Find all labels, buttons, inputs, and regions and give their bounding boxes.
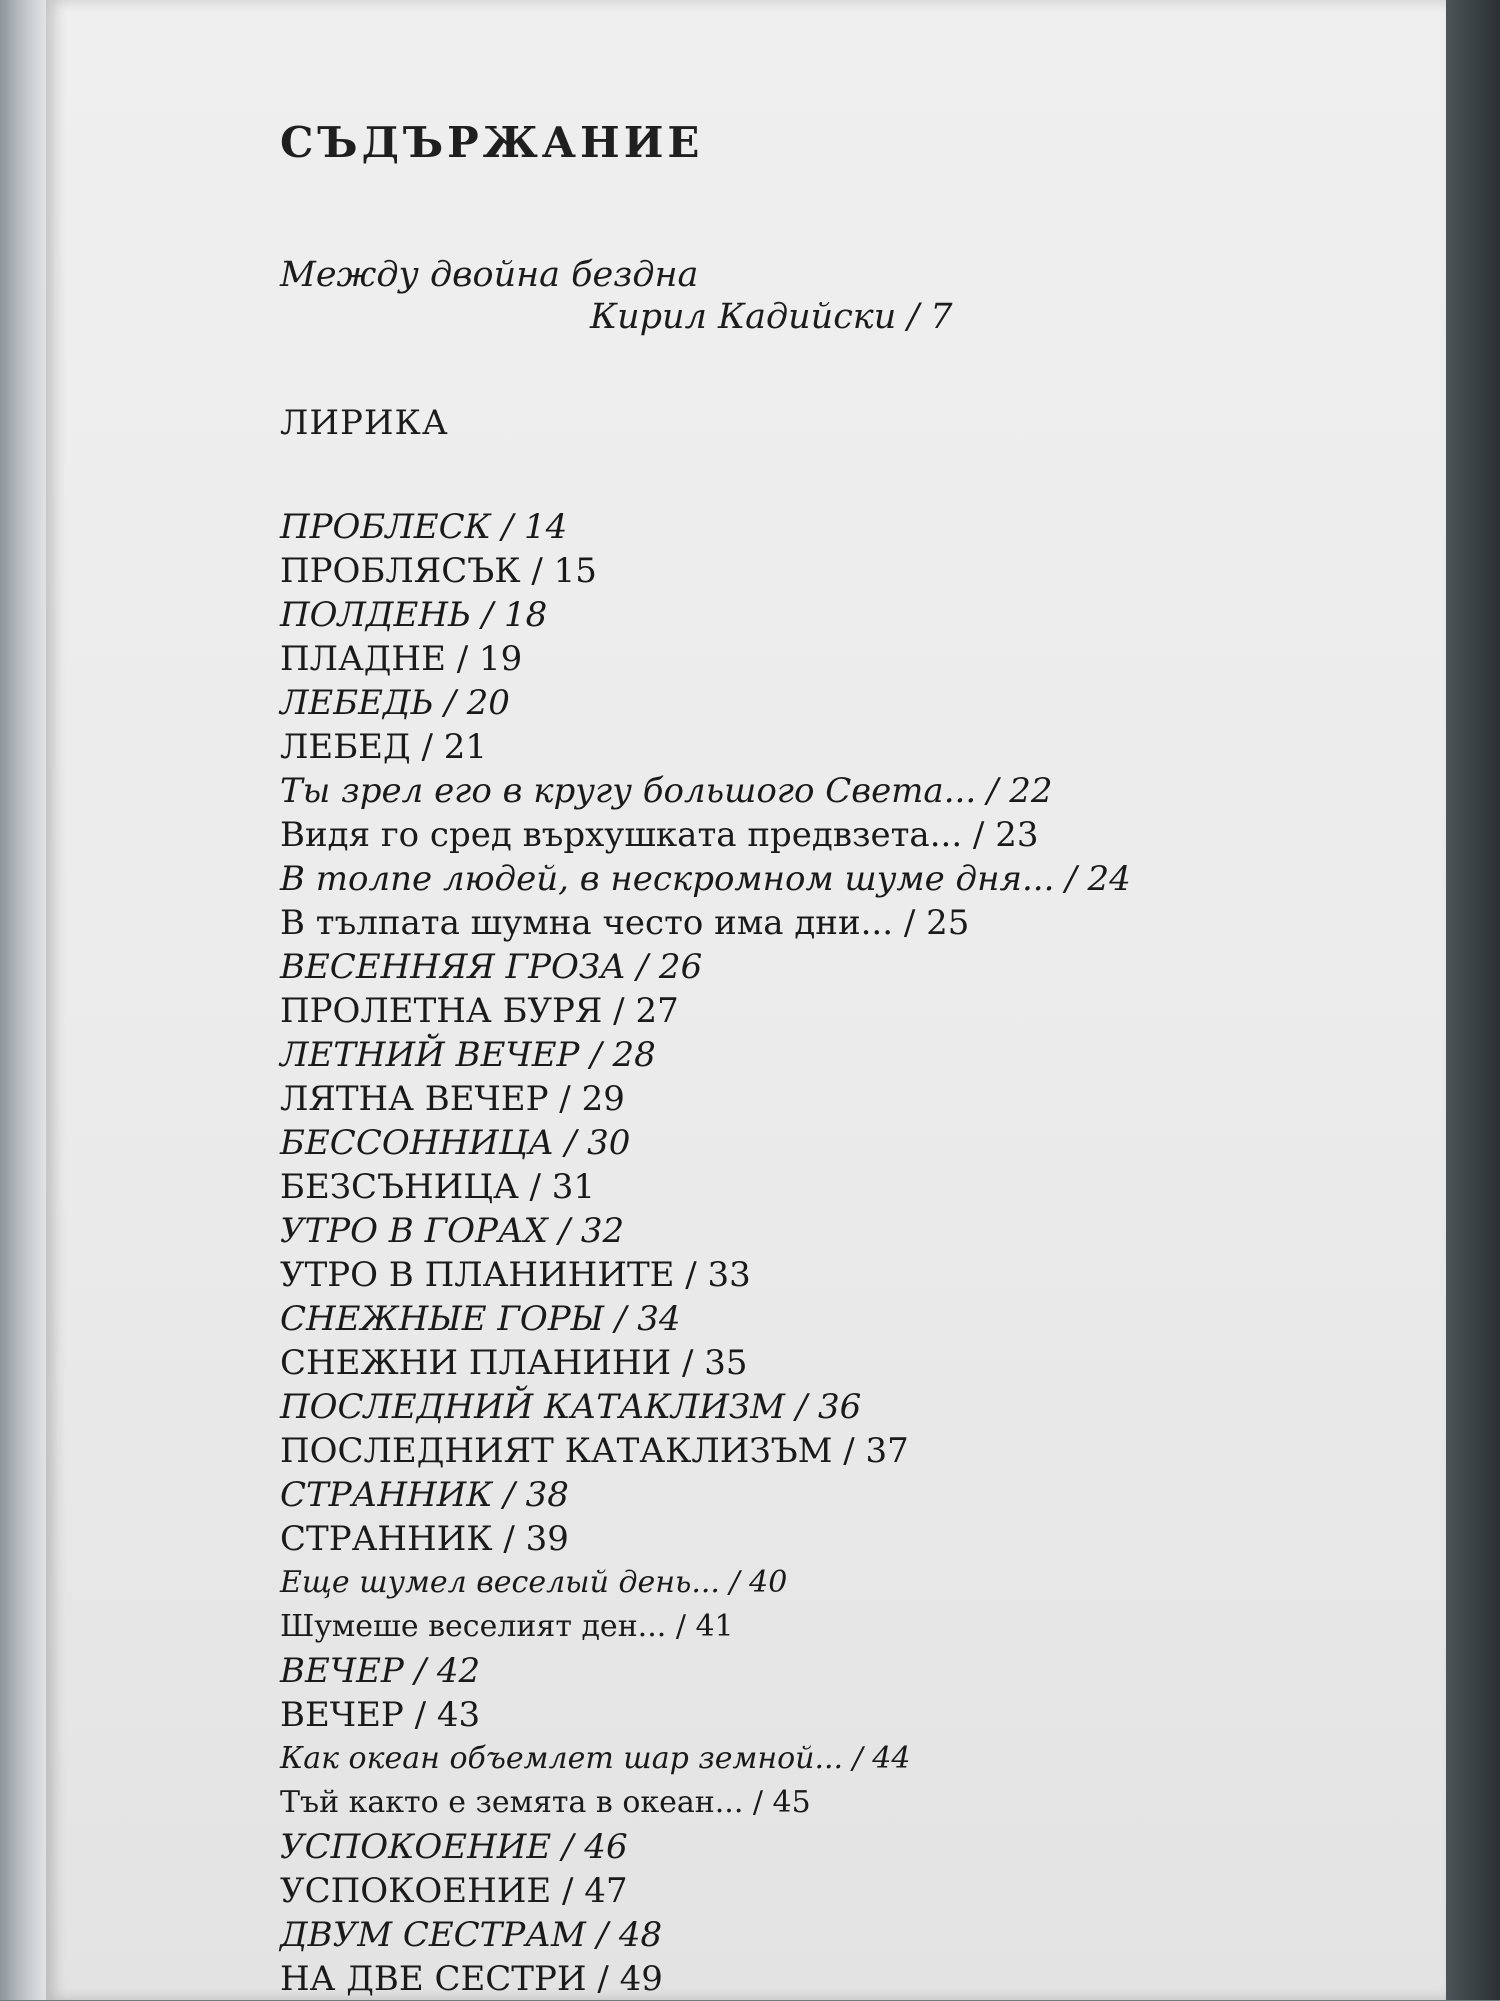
toc-entry: В толпе людей, в нескромном шуме дня... / 24 bbox=[280, 859, 1131, 899]
background-strip bbox=[1446, 0, 1500, 2000]
toc-entry: ЛЕБЕДЬ / 20 bbox=[280, 683, 510, 723]
section-heading: ЛИРИКА bbox=[280, 403, 449, 443]
toc-entry: ВЕЧЕР / 43 bbox=[280, 1695, 481, 1735]
toc-entry: ВЕЧЕР / 42 bbox=[280, 1651, 481, 1691]
toc-entry: Как океан объемлет шар земной... / 44 bbox=[280, 1741, 911, 1776]
table-of-contents bbox=[280, 118, 1280, 2001]
toc-entry: ПРОБЛЕСК / 14 bbox=[280, 507, 568, 547]
toc-entry: ДВУМ СЕСТРАМ / 48 bbox=[280, 1915, 663, 1955]
preface-entry bbox=[280, 255, 1280, 337]
preface-author: Кирил Кадийски / 7 bbox=[590, 297, 953, 337]
toc-entry: Видя го сред върхушката предвзета... / 23 bbox=[280, 815, 1039, 855]
toc-entry: СНЕЖНЫЕ ГОРЫ / 34 bbox=[280, 1299, 681, 1339]
toc-entry: ПРОБЛЯСЪК / 15 bbox=[280, 551, 597, 591]
toc-entry: УТРО В ГОРАХ / 32 bbox=[280, 1211, 625, 1251]
entry-list bbox=[280, 505, 1280, 2001]
toc-entry: ПОЛДЕНЬ / 18 bbox=[280, 595, 548, 635]
toc-entry: ПЛАДНЕ / 19 bbox=[280, 639, 523, 679]
toc-entry: Тъй както е земята в океан... / 45 bbox=[280, 1785, 811, 1820]
page-edge bbox=[0, 0, 48, 2000]
toc-entry: БЕССОННИЦА / 30 bbox=[280, 1123, 631, 1163]
toc-entry: Еще шумел веселый день... / 40 bbox=[280, 1565, 788, 1600]
toc-entry: ЛЕБЕД / 21 bbox=[280, 727, 487, 767]
toc-entry: ПРОЛЕТНА БУРЯ / 27 bbox=[280, 991, 679, 1031]
toc-entry: УСПОКОЕНИЕ / 47 bbox=[280, 1871, 628, 1911]
toc-entry: Ты зрел его в кругу большого Света... / 22 bbox=[280, 771, 1053, 811]
toc-entry: БЕЗСЪНИЦА / 31 bbox=[280, 1167, 596, 1207]
preface-title: Между двойна бездна bbox=[280, 255, 699, 295]
toc-entry: ПОСЛЕДНИЙ КАТАКЛИЗМ / 36 bbox=[280, 1387, 862, 1427]
toc-entry: ВЕСЕННЯЯ ГРОЗА / 26 bbox=[280, 947, 703, 987]
toc-entry: ЛЯТНА ВЕЧЕР / 29 bbox=[280, 1079, 625, 1119]
toc-entry: ЛЕТНИЙ ВЕЧЕР / 28 bbox=[280, 1035, 656, 1075]
toc-entry: УСПОКОЕНИЕ / 46 bbox=[280, 1827, 628, 1867]
page-title: СЪДЪРЖАНИЕ bbox=[280, 118, 704, 167]
toc-entry: УТРО В ПЛАНИНИТЕ / 33 bbox=[280, 1255, 751, 1295]
toc-entry: ПОСЛЕДНИЯТ КАТАКЛИЗЪМ / 37 bbox=[280, 1431, 909, 1471]
toc-entry: НА ДВЕ СЕСТРИ / 49 bbox=[280, 1959, 663, 1999]
toc-entry: СТРАННИК / 38 bbox=[280, 1475, 569, 1515]
toc-entry: СНЕЖНИ ПЛАНИНИ / 35 bbox=[280, 1343, 748, 1383]
toc-entry: СТРАННИК / 39 bbox=[280, 1519, 569, 1559]
toc-entry: Шумеше веселият ден... / 41 bbox=[280, 1609, 734, 1644]
toc-entry: В тълпата шумна често има дни... / 25 bbox=[280, 903, 970, 943]
